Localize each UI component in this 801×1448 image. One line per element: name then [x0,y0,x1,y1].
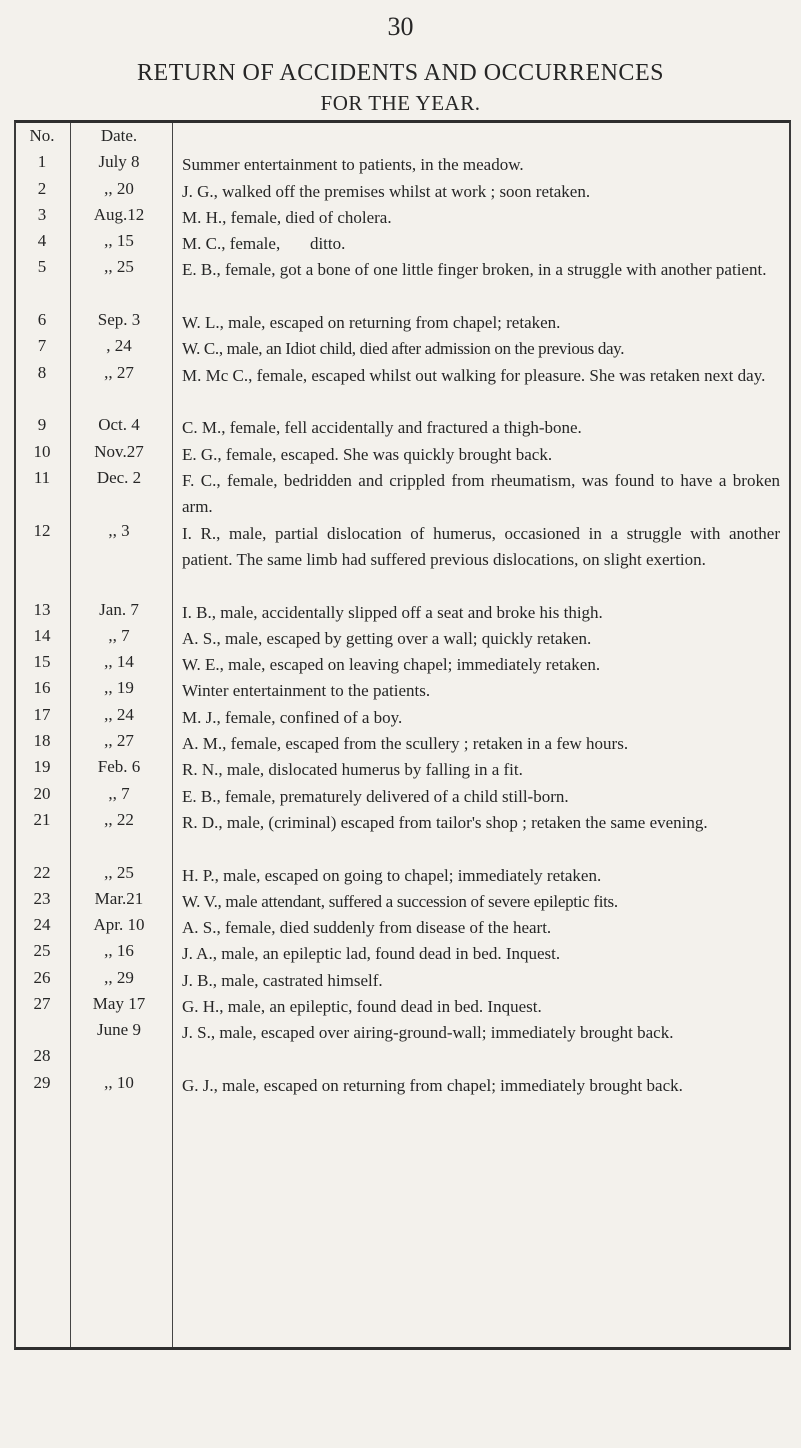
row-description: E. B., female, prematurely delivered of a child still-born. [182,787,569,806]
row-date: , 24 [106,336,132,355]
header-date: Date. [100,126,138,145]
row-date: Dec. 2 [96,468,142,487]
row-date: ,, 3 [108,521,130,540]
row-description: H. P., male, escaped on going to chapel; immediately retaken. [182,866,602,885]
row-description: I. R., male, partial dislocation of humerus, occasioned in a struggle with another patient. The same limb had suffered previous dislocations, on slight exertion. [182,524,780,569]
row-date: ,, 22 [104,810,134,829]
row-number: 2 [37,179,47,198]
row-description: J. B., male, castrated himself. [182,971,383,990]
row-date: Oct. 4 [98,415,140,434]
row-date: ,, 25 [104,863,134,882]
row-date: ,, 14 [104,652,134,671]
row-number: 5 [37,257,47,276]
row-number: 24 [33,915,51,934]
row-number: 4 [37,231,47,250]
row-number: 9 [37,415,47,434]
row-description: R. D., male, (criminal) escaped from tailor's shop ; retaken the same evening. [182,813,708,832]
row-number: 13 [33,600,51,619]
row-date: ,, 29 [104,968,134,987]
row-description: E. G., female, escaped. She was quickly brought back. [182,445,553,464]
row-description: M. J., female, confined of a boy. [182,708,403,727]
row-date: ,, 7 [108,784,130,803]
row-number: 17 [33,705,51,724]
row-number: 25 [33,941,51,960]
row-number: 18 [33,731,51,750]
row-description: W. C., male, an Idiot child, died after admission on the previous day. [182,339,625,358]
row-date: June 9 [97,1020,141,1039]
row-number: 14 [33,626,51,645]
row-number: 23 [33,889,51,908]
row-date: ,, 19 [104,678,134,697]
column-divider [172,123,173,1347]
row-description: E. B., female, got a bone of one little finger broken, in a struggle with another patient. [182,260,767,279]
row-description: G. J., male, escaped on returning from chapel; immediately brought back. [182,1076,683,1095]
row-date: ,, 15 [104,231,134,250]
row-description: W. V., male attendant, suffered a succession of severe epileptic fits. [182,892,618,911]
header-no: No. [29,126,55,145]
row-description: Summer entertainment to patients, in the meadow. [182,155,524,174]
row-date: ,, 7 [108,626,130,645]
row-number: 16 [33,678,51,697]
row-date: Feb. 6 [97,757,141,776]
row-number: 26 [33,968,51,987]
row-description: A. M., female, escaped from the scullery ; retaken in a few hours. [182,734,629,753]
row-date: ,, 25 [104,257,134,276]
row-number: 6 [37,310,47,329]
row-number: 19 [33,757,51,776]
row-description: J. S., male, escaped over airing-ground-wall; immediately brought back. [182,1023,674,1042]
row-number: 10 [33,442,51,461]
row-date: Jan. 7 [99,600,139,619]
row-description: G. H., male, an epileptic, found dead in bed. Inquest. [182,997,542,1016]
row-description: I. B., male, accidentally slipped off a seat and broke his thigh. [182,603,603,622]
row-date: ,, 27 [104,731,134,750]
row-date: Aug.12 [93,205,145,224]
row-description: F. C., female, bedridden and crippled from rheumatism, was found to have a broken arm. [182,471,780,516]
row-number: 28 [33,1046,51,1065]
row-date: July 8 [98,152,140,171]
row-date: ,, 24 [104,705,134,724]
row-description: Winter entertainment to the patients. [182,681,431,700]
row-number: 11 [33,468,51,487]
row-date: May 17 [92,994,146,1013]
row-description: J. A., male, an epileptic lad, found dead in bed. Inquest. [182,944,561,963]
row-number: 12 [33,521,51,540]
page-subtitle: FOR THE YEAR. [320,91,481,115]
row-date: Sep. 3 [97,310,141,329]
row-number: 15 [33,652,51,671]
row-number: 21 [33,810,51,829]
row-description: W. L., male, escaped on returning from chapel; retaken. [182,313,561,332]
row-number: 20 [33,784,51,803]
row-date: ,, 16 [104,941,134,960]
row-description: M. C., female, ditto. [182,234,346,253]
row-number: 29 [33,1073,51,1092]
row-date: Nov.27 [94,442,144,461]
row-number: 8 [37,363,47,382]
row-description: A. S., female, died suddenly from disease of the heart. [182,918,552,937]
row-date: ,, 10 [104,1073,134,1092]
row-description: M. Mc C., female, escaped whilst out walking for pleasure. She was retaken next day. [182,366,766,385]
row-description: M. H., female, died of cholera. [182,208,392,227]
row-description: A. S., male, escaped by getting over a wall; quickly retaken. [182,629,592,648]
row-number: 1 [37,152,47,171]
page-title: RETURN OF ACCIDENTS AND OCCURRENCES [137,60,664,86]
row-number: 7 [37,336,47,355]
row-number: 3 [37,205,47,224]
row-description: J. G., walked off the premises whilst at work ; soon retaken. [182,182,591,201]
row-description: R. N., male, dislocated humerus by falling in a fit. [182,760,523,779]
row-date: ,, 20 [104,179,134,198]
row-number: 22 [33,863,51,882]
row-number: 27 [33,994,51,1013]
row-date: Apr. 10 [93,915,145,934]
row-description: C. M., female, fell accidentally and fractured a thigh-bone. [182,418,582,437]
row-date: ,, 27 [104,363,134,382]
row-description: W. E., male, escaped on leaving chapel; immediately retaken. [182,655,601,674]
row-date: Mar.21 [94,889,144,908]
page-number: 30 [387,12,414,41]
